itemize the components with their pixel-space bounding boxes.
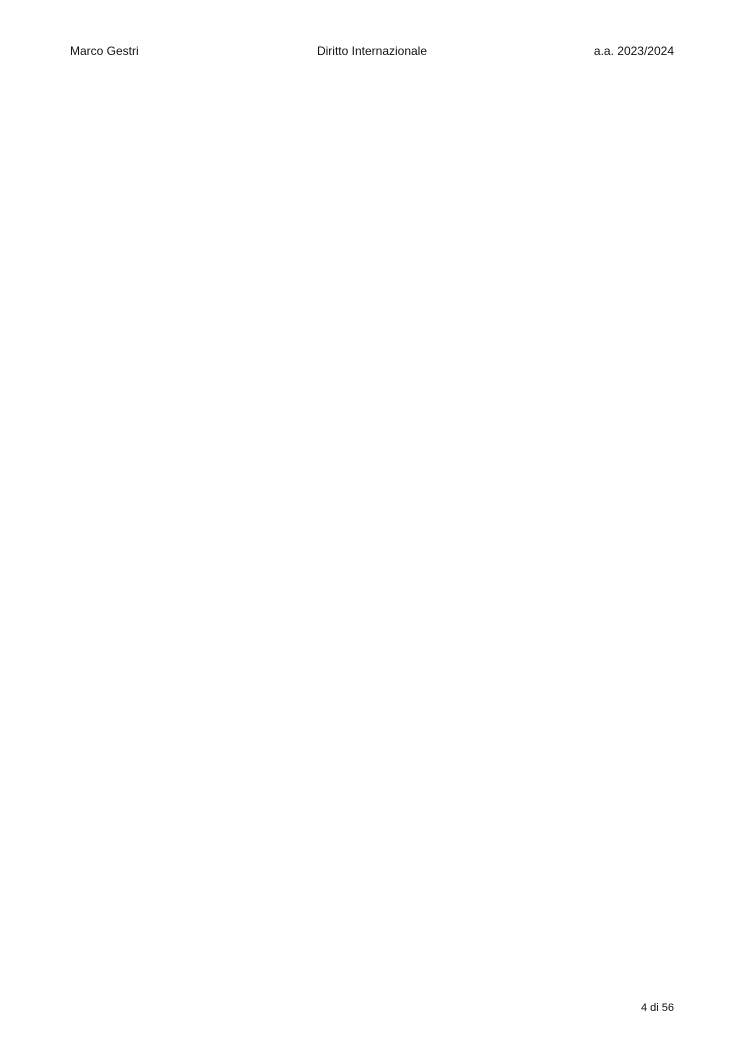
header-year: a.a. 2023/2024 xyxy=(593,44,674,58)
header-course: Diritto Internazionale xyxy=(316,44,428,58)
header-author: Marco Gestri xyxy=(70,44,139,58)
page-number: 4 di 56 xyxy=(640,1002,674,1014)
document-body xyxy=(70,80,674,962)
